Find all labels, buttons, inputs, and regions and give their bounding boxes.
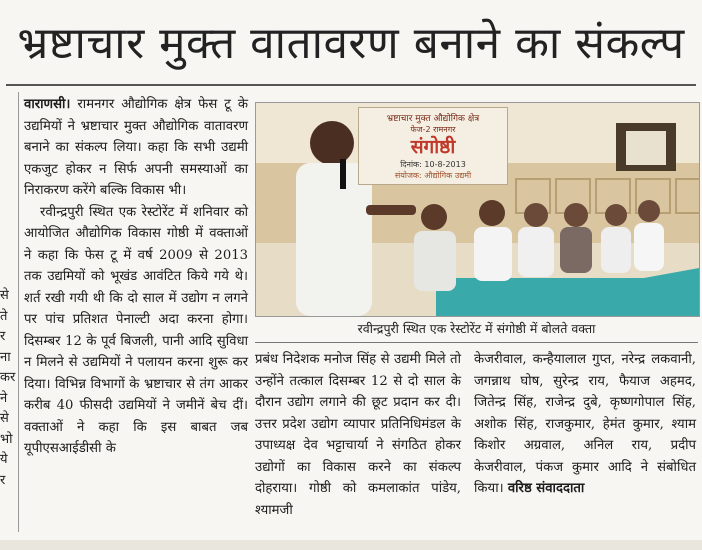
edge-fragment: कर — [0, 370, 16, 385]
edge-fragment: से — [0, 411, 9, 426]
article-photo — [255, 102, 700, 317]
article-column-2 — [255, 349, 461, 521]
paragraph-1-text: रामनगर औद्योगिक क्षेत्र फेस टू के उद्यमियों ने भ्रष्टाचार मुक्त औद्योगिक वातावरण बनाने का संकल्प लिया। कहा कि सभी उद्यमी एकजुट होकर न सिर्फ अपनी समस्याओं का निराकरण करेंगे बल्कि विकास भी। — [24, 97, 248, 198]
edge-fragment: र — [0, 472, 6, 488]
banner-date: दिनांक: 10-8-2013 — [400, 160, 466, 169]
banner-line-2: फेज-2 रामनगर — [410, 125, 456, 134]
next-article-strip — [0, 540, 702, 550]
headline: भ्रष्टाचार मुक्त वातावरण बनाने का संकल्प — [17, 18, 685, 69]
edge-fragment: ना — [0, 349, 11, 365]
headline-rule — [6, 84, 696, 86]
edge-fragment: से — [0, 288, 9, 303]
banner-title: संगोष्ठी — [410, 136, 456, 158]
paragraph-3: प्रबंध निदेशक मनोज सिंह से उद्यमी मिले तो उन्होंने तत्काल दिसम्बर 12 से दो साल के दौरान उद्योग लगाने की छूट प्रदान कर दी। उत्तर प्रदेश उद्योग व्यापार प्रतिनिधिमंडल के उपाध्यक्ष देव भट्टाचार्या ने संगठित होकर उद्योगों का विकास करने का संकल्प दोहराया। गोष्ठी को कमलाकांत पांडेय, श्यामजी — [255, 352, 461, 518]
column-divider — [18, 92, 19, 532]
edge-fragment: भो — [0, 431, 13, 447]
edge-fragment: र — [0, 329, 6, 344]
paragraph-2: रवीन्द्रपुरी स्थित एक रेस्टोरेंट में शनिवार को आयोजित औद्योगिक विकास गोष्ठी में वक्ताओं ने कहा कि फेस टू में वर्ष 2009 से 2013 तक उद्यमियों को भूखंड आवंटित किये गये थे। शर्त रखी गयी थी कि दो साल में उद्योग न लगने पर पांच प्रतिशत पेनाल्टी अदा करना होगा। दिसम्बर 12 के पूर्व बिजली, पानी आदि सुविधा न मिलने से उद्यमियों ने पलायन करना शुरू कर दिया। विभिन्न विभागों के भ्रष्टाचार से तंग आकर करीब 40 फीसदी उद्यमियों ने जमीनें बेच दीं। वक्ताओं ने कहा कि इस बाबत जब यूपीएसआईडीसी के — [24, 204, 248, 456]
edge-fragment: ते — [0, 308, 8, 324]
paragraph-4-text: केजरीवाल, कन्हैयालाल गुप्त, नरेन्द्र लकवानी, जगन्नाथ घोष, सुरेन्द्र राय, फैयाज अहमद, जितेन्द्र सिंह, राजेन्द्र दुबे, कृष्णगोपाल सिंह, अशोक सिंह, राजकुमार, हेमंत कुमार, श्याम किशोर अग्रवाल, अनिल राय, प्रदीप केजरीवाल, पंकज कुमार आदि ने संबोधित किया। — [474, 352, 696, 496]
caption-rule — [255, 342, 698, 343]
photo-caption: रवीन्द्रपुरी स्थित एक रेस्टोरेंट में संगोष्ठी में बोलते वक्ता — [357, 321, 596, 336]
article-column-3 — [474, 349, 696, 500]
banner-line-1: भ्रष्टाचार मुक्त औद्योगिक क्षेत्र — [386, 114, 480, 124]
paragraph-4 — [474, 349, 696, 500]
byline: वरिष्ठ संवाददाता — [507, 481, 585, 496]
banner-organizer: संयोजक: औद्योगिक उद्यमी — [394, 171, 472, 180]
previous-article-edge — [0, 286, 14, 491]
edge-fragment: ये — [0, 452, 8, 467]
edge-fragment: ने — [0, 390, 8, 406]
paragraph-1 — [24, 94, 248, 202]
article-column-1 — [24, 94, 248, 460]
event-banner — [358, 107, 508, 185]
dateline-place: वाराणसी। — [24, 97, 71, 112]
